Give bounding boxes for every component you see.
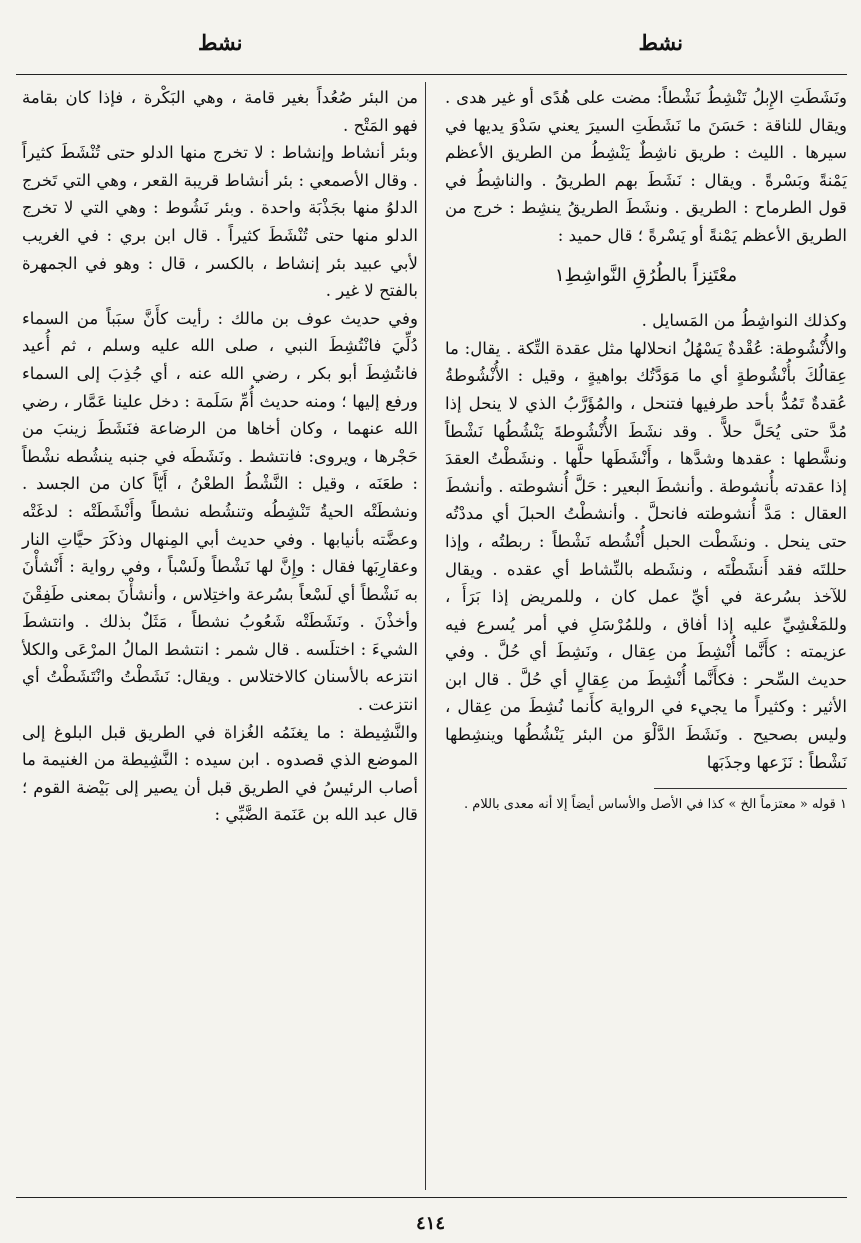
page-number: ٤١٤ [415,1213,445,1234]
paragraph: من البئر صُعُداً بغير قامة ، وهي البَكْرة ، فإذا كان بقامة فهو المَتْح . [22,88,418,135]
footnote-rule [654,788,847,789]
paragraph: وبئر أنشاط وإنشاط : لا تخرج منها الدلو حتى تُنْشَطَ كثيراً . وقال الأصمعي : بئر أنشاط قريبة القعر ، وهي التي تَخرج الدلوُ منها بجَذْبَة واحدة . وبئر نَشُوط : وهي التي لا تخرج الدلو منها حتى تُنْشَطَ كثيراً . قال ابن بري : في الغريب لأبي عبيد بئر إنشاط ، بالكسر ، قال : وهو في الجمهرة بالفتح لا غير . [22,143,418,301]
right-column [445,84,847,815]
paragraph: وفي حديث عوف بن مالك : رأيت كأَنَّ سبَباً من السماء دُلِّيَ فانْتُشِطَ النبي ، صلى الله عليه وسلم ، ثم أُعيد فانتُشِطَ أبو بكر ، رضي الله عنه ، أي جُذِبَ إلى السماء ورفع إليها ؛ ومنه حديث أُمِّ سَلَمة : دخل علينا عَمَّار ، رضي الله عنهما ، وكان أخاها من الرضاعة فنَشَطَ زينبَ من حَجْرها ، ويروى: فانتشط . ونَشَطَه في جنبه ينشُطه نشْطاً : طعَنَه ، وقيل : النَّشْطُ الطعْنُ ، أَيّاً كان من الجسد . ونشطَتْه الحيةُ تَنْشِطُه وتنشُطه نشطاً وأَنْشَطَتْه : لدغَتْه وعضَّته بأنيابها . وفي حديث أبي المِنهال وذكَرَ حيَّاتِ النار وعقارِبَها فقال : وإِنَّ لها نَشْطاً ولَسْباً ، وفي رواية : أَنْشأْنَ به نَشْطاً أي لَسْعاً بسُرعة واختِلاس ، وأنشأْنَ بمعنى طَفِقْنَ وأخذْنَ . ونَشَطَتْه شَعُوبُ نشطاً ، مَثَلٌ بذلك . وانتشطَ الشيءَ : اختلَسه . قال شمر : انتشط المالُ المرْعَى والكلأ انتزعه بالأسنان كالاختلاس . ويقال: نَشَطْتُ وانْتَشَطْتُ أي انتزعت . [22,308,418,715]
footer-rule [16,1197,847,1198]
left-column [22,84,418,829]
verse-line: معْتَنِزاً بالطُرُقِ النَّواشِطِ١ [554,264,738,286]
page-header-left: نشط [198,30,243,55]
paragraph: وكذلك النواشِطُ من المَسايل . [641,311,847,331]
page-header-right: نشط [638,30,683,55]
column-divider [425,82,426,1190]
paragraph: والنَّشِيطة : ما يغنَمُه الغُزاة في الطريق قبل البلوغ إلى الموضع الذي قصدوه . ابن سيده : النَّشِيطة من الغنيمة ما أصاب الرئيسُ في الطريق قبل أن يصير إلى بَيْضة القوم ؛ قال عبد الله بن عَنَمة الضَّبِّي : [22,722,418,825]
paragraph: والأُنْشُوطة: عُقْدةٌ يَسْهُلُ انحلالها مثل عقدة التِّكة . يقال: ما عِقالُكَ بأُنْشُوطةٍ أي ما مَوَدَّتُك بواهيةٍ ، وقيل : الأُنْشُوطةُ عُقدةٌ تَمُدُّ بأحد طرفيها فتنحل ، والمُؤَرَّبُ الذي لا ينحل إذا مُدَّ حتى يُحَلَّ حلاًّ . وقد نشَطَ الأُنْشُوطةَ يَنْشُطُها نَشْطاً ونشَّطها : عقدها وشدَّها ، وأَنْشَطَها حلَّها . ونشَطْتُ العقدَ إذا عقدته بأُنشوطة . وأنشطَ البعير : حَلَّ أُنشوطته . وأنشطَ العقال : مَدَّ أُنشوطته فانحلَّ . وأنشطْتُ الحبلَ أي مددْتُه حتى ينحل . ونشَطْت الحبل أُنْشُطه نَشْطاً : ربطتُه ، وإذا حللتَه فقد أَنشَطْتَه ، ونشَطه بالنِّشاط أي عقده . ويقال للآخذ بسُرعة في أيِّ عمل كان ، وللمريض إذا بَرَأَ ، وللمَغْشِيِّ عليه إذا أفاق ، وللمُرْسَلِ في أمر يُسرع فيه عزيمته : كأَنَّما أُنْشِطَ من عِقال ، ونَشِطَ أي حُلَّ . وفي حديث السِّحر : فكأَنَّما أُنْشِطَ من عِقالٍ أي حُلَّ . قال ابن الأثير : وكثيراً ما يجيء في الرواية كأَنما نُشِطَ من عِقال ، وليس بصحيح . ونَشَطَ الدَّلْوَ من البئر يَنْشُطُها وينشِطها نَشْطاً : نَزَعها وجذَبَها [445,338,847,772]
paragraph: ونَشَطَتِ الإِبلُ تَنْشِطُ نَشْطاً: مضت على هُدًى أو غير هدى . ويقال للناقة : حَسَنَ ما نَشَطَتِ السيرَ يعني سَدْوَ يديها في سيرها . الليث : طريق ناشِطٌ يَنْشِطُ من الطريق الأعظم يَمْنةً وبَسْرةً . ويقال : نَشَطَ بهم الطريقُ . والناشِطُ في قول الطرماح : الطريق . ونشَطَ الطريقُ ينشِط : خرج من الطريق الأعظم يَمْنةً أو يَسْرةً ؛ قال حميد : [445,88,847,245]
footnote: ١ قوله « معتزماً الخ » كذا في الأصل والأساس أيضاً إلا أنه معدى باللام . [464,797,847,813]
header-rule [16,74,847,75]
